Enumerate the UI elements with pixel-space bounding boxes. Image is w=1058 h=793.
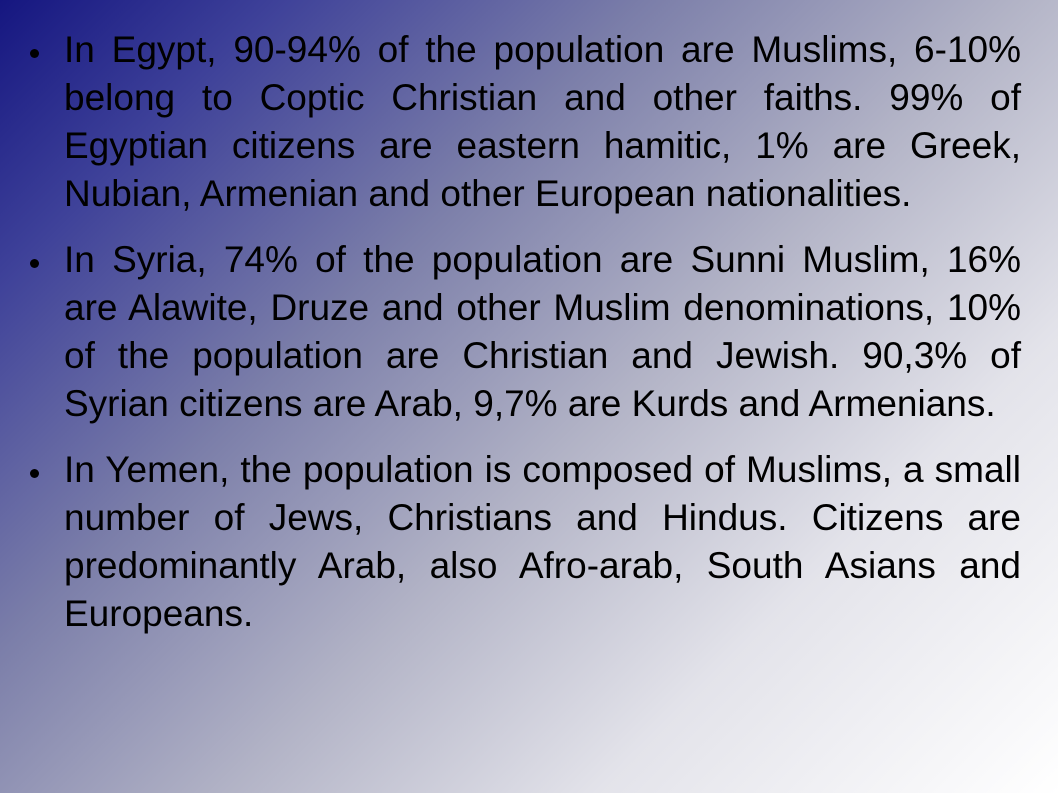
bullet-list <box>30 26 1021 638</box>
bullet-dot-icon <box>30 49 39 58</box>
bullet-item-yemen <box>30 446 1021 638</box>
bullet-text-syria: In Syria, 74% of the population are Sunni Muslim, 16% are Alawite, Druze and other Muslim denominations, 10% of the population are Christian and Jewish. 90,3% of Syrian citizens are Arab, 9,7% are Kurds and Armenians. <box>64 239 1021 424</box>
bullet-text-egypt: In Egypt, 90-94% of the population are Muslims, 6-10% belong to Coptic Christian and other faiths. 99% of Egyptian citizens are eastern hamitic, 1% are Greek, Nubian, Armenian and other European nationalities. <box>64 29 1021 214</box>
bullet-dot-icon <box>30 469 39 478</box>
bullet-text-yemen: In Yemen, the population is composed of Muslims, a small number of Jews, Christians and Hindus. Citizens are predominantly Arab, also Afro-arab, South Asians and Europeans. <box>64 449 1021 634</box>
bullet-item-egypt <box>30 26 1021 218</box>
bullet-dot-icon <box>30 259 39 268</box>
bullet-item-syria <box>30 236 1021 428</box>
